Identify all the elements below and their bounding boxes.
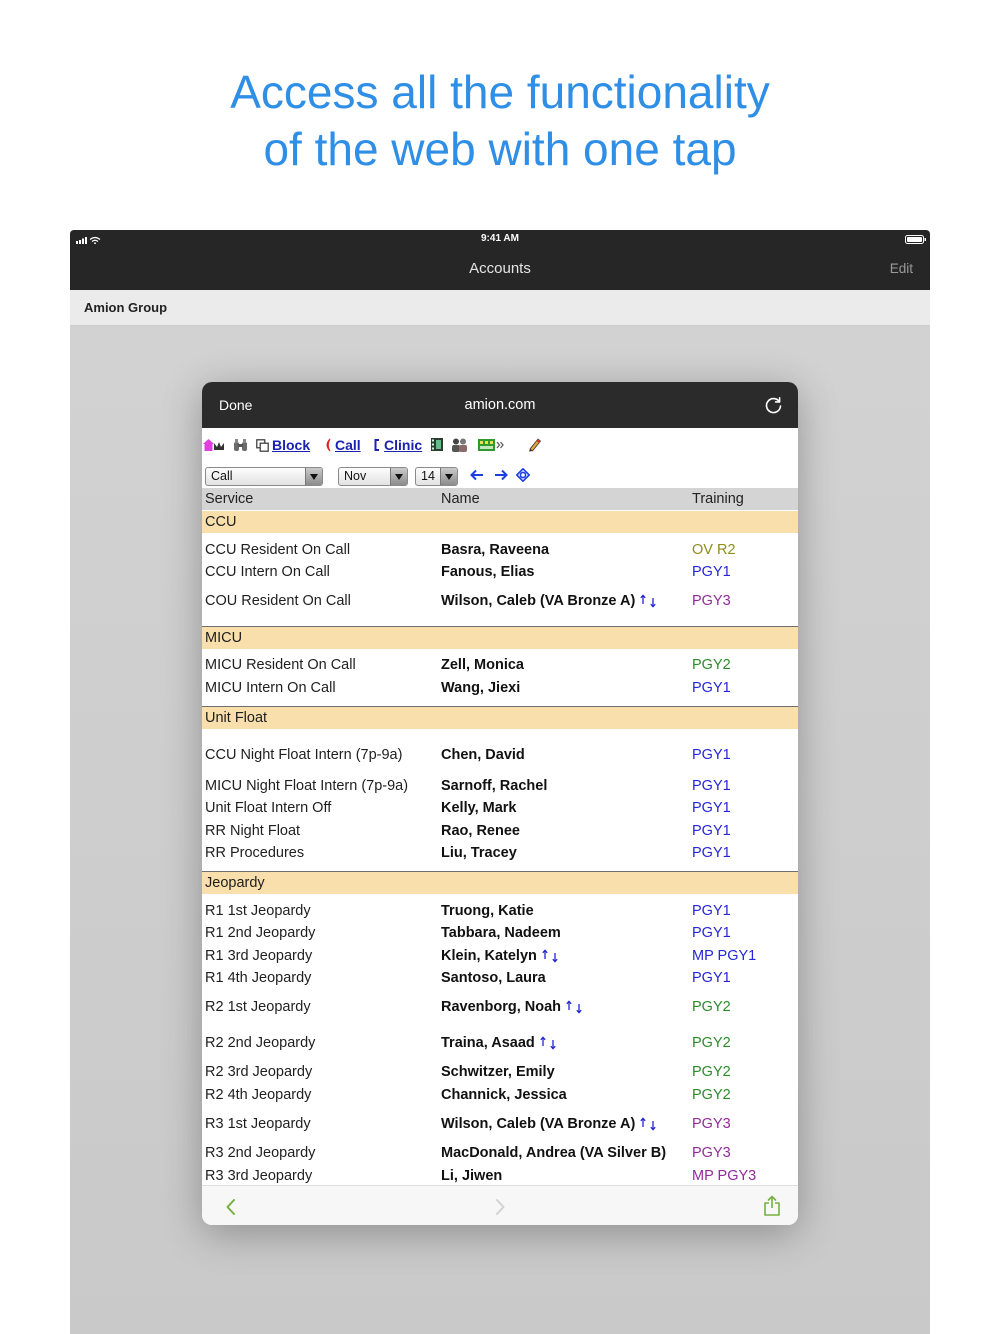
name-cell[interactable]: [441, 654, 524, 676]
status-bar: [70, 230, 930, 248]
call-link[interactable]: Call: [335, 437, 361, 453]
training-cell: PGY2: [692, 999, 731, 1015]
person-name[interactable]: Wang, Jiexi: [441, 680, 521, 696]
done-button[interactable]: Done: [219, 397, 253, 413]
people-icon[interactable]: [451, 438, 468, 452]
training-cell: PGY2: [692, 1087, 731, 1103]
share-icon[interactable]: [763, 1195, 781, 1216]
person-name[interactable]: Li, Jiwen: [441, 1168, 503, 1184]
name-cell[interactable]: [441, 590, 659, 612]
training-cell: PGY1: [692, 778, 731, 794]
name-cell[interactable]: [441, 922, 561, 944]
name-cell[interactable]: [441, 820, 520, 842]
service-cell: R2 4th Jeopardy: [205, 1087, 312, 1103]
service-cell: R1 2nd Jeopardy: [205, 925, 316, 941]
trade-arrows-icon[interactable]: [539, 1036, 559, 1050]
schedule-row: [202, 820, 798, 842]
service-cell: COU Resident On Call: [205, 593, 351, 609]
browser-bottom-toolbar: [202, 1185, 798, 1225]
schedule-row: [202, 1142, 798, 1164]
section-header-jeopardy: Jeopardy: [202, 872, 798, 894]
person-name[interactable]: Truong, Katie: [441, 903, 534, 919]
next-day-arrow-icon[interactable]: [494, 469, 508, 481]
section-header-ccu: CCU: [202, 511, 798, 533]
navigation-bar: [70, 248, 930, 290]
nav-title: Accounts: [469, 260, 531, 277]
training-cell: PGY1: [692, 823, 731, 839]
person-name[interactable]: Basra, Raveena: [441, 542, 550, 558]
schedule-row: [202, 677, 798, 699]
service-cell: R3 2nd Jeopardy: [205, 1145, 316, 1161]
training-cell: PGY1: [692, 845, 731, 861]
edit-button[interactable]: Edit: [889, 261, 913, 276]
clinic-link[interactable]: Clinic: [384, 437, 423, 453]
training-cell: PGY1: [692, 970, 731, 986]
name-cell[interactable]: [441, 539, 549, 561]
headline: [0, 64, 1000, 178]
schedule-row: [202, 561, 798, 583]
month-value: Nov: [344, 469, 367, 483]
browser-header: [202, 382, 798, 428]
binoculars-icon[interactable]: [233, 438, 248, 452]
chevron-down-icon: [390, 468, 407, 485]
name-cell[interactable]: [441, 967, 546, 989]
schedule-type-value: Call: [211, 469, 233, 483]
name-cell[interactable]: [441, 1032, 559, 1054]
day-value: 14: [421, 469, 435, 483]
forward-chevron-icon[interactable]: [494, 1198, 506, 1216]
trade-arrows-icon[interactable]: [541, 949, 561, 963]
training-cell: PGY2: [692, 1035, 731, 1051]
training-cell: PGY1: [692, 747, 731, 763]
name-cell[interactable]: [441, 996, 585, 1018]
web-browser-sheet: [202, 382, 798, 1225]
block-link[interactable]: Block: [272, 437, 311, 453]
schedule-row: [202, 900, 798, 922]
schedule-row: [202, 1165, 798, 1187]
schedule-row: [202, 539, 798, 561]
service-cell: CCU Resident On Call: [205, 542, 351, 558]
name-cell[interactable]: [441, 1165, 502, 1187]
chevron-down-icon: [305, 468, 322, 485]
name-cell[interactable]: [441, 1084, 567, 1106]
service-cell: CCU Intern On Call: [205, 564, 330, 580]
service-cell: R3 3rd Jeopardy: [205, 1168, 313, 1184]
trade-arrows-icon[interactable]: [639, 594, 659, 608]
training-cell: PGY1: [692, 680, 731, 696]
schedule-row: [202, 654, 798, 676]
schedule-row: [202, 1061, 798, 1083]
schedule-row: [202, 945, 798, 967]
schedule-row: [202, 922, 798, 944]
schedule-row: [202, 996, 798, 1018]
section-header-micu: MICU: [202, 627, 798, 649]
schedule-row: [202, 775, 798, 797]
chevron-down-icon: [440, 468, 457, 485]
training-cell: PGY1: [692, 800, 731, 816]
staff-icon[interactable]: [213, 441, 225, 451]
service-cell: MICU Intern On Call: [205, 680, 336, 696]
column-header-training[interactable]: Training: [692, 491, 744, 507]
person-name[interactable]: Liu, Tracey: [441, 845, 517, 861]
call-moon-icon[interactable]: [324, 438, 331, 452]
training-cell: MP PGY3: [692, 1168, 757, 1184]
service-cell: RR Night Float: [205, 823, 301, 839]
training-cell: PGY1: [692, 903, 731, 919]
section-header-unit-float: Unit Float: [202, 707, 798, 729]
person-name[interactable]: Channick, Jessica: [441, 1087, 567, 1103]
schedule-row: [202, 797, 798, 819]
schedule-row: [202, 1113, 798, 1135]
name-cell[interactable]: [441, 775, 547, 797]
back-chevron-icon[interactable]: [225, 1198, 237, 1216]
person-name[interactable]: Sarnoff, Rachel: [441, 778, 548, 794]
person-name[interactable]: Klein, Katelyn: [441, 948, 537, 964]
person-name[interactable]: MacDonald, Andrea (VA Silver B): [441, 1145, 667, 1161]
previous-day-arrow-icon[interactable]: [470, 469, 484, 481]
status-time: 9:41 AM: [481, 233, 519, 244]
service-cell: R2 2nd Jeopardy: [205, 1035, 316, 1051]
person-name[interactable]: Wilson, Caleb (VA Bronze A): [441, 593, 636, 609]
account-group-label: Amion Group: [84, 300, 168, 315]
training-cell: PGY3: [692, 1145, 731, 1161]
refresh-icon[interactable]: [763, 395, 784, 416]
grid-view-icon[interactable]: [478, 439, 495, 451]
person-name[interactable]: Zell, Monica: [441, 657, 524, 673]
person-name[interactable]: Chen, David: [441, 747, 525, 763]
copy-icon[interactable]: [256, 439, 269, 452]
name-cell[interactable]: [441, 842, 517, 864]
name-cell[interactable]: [441, 561, 534, 583]
person-name[interactable]: Tabbara, Nadeem: [441, 925, 561, 941]
training-cell: PGY3: [692, 593, 731, 609]
day-select[interactable]: [415, 467, 458, 486]
service-cell: Unit Float Intern Off: [205, 800, 332, 816]
month-select[interactable]: [338, 467, 408, 486]
site-toolbar: [202, 436, 798, 454]
person-name[interactable]: Wilson, Caleb (VA Bronze A): [441, 1116, 636, 1132]
person-name[interactable]: Schwitzer, Emily: [441, 1064, 555, 1080]
name-cell[interactable]: [441, 945, 561, 967]
service-cell: MICU Resident On Call: [205, 657, 356, 673]
name-cell[interactable]: [441, 677, 520, 699]
trade-arrows-icon[interactable]: [639, 1117, 659, 1131]
person-name[interactable]: Santoso, Laura: [441, 970, 546, 986]
service-cell: MICU Night Float Intern (7p-9a): [205, 778, 409, 794]
service-cell: R1 3rd Jeopardy: [205, 948, 313, 964]
training-cell: MP PGY1: [692, 948, 757, 964]
schedule-row: [202, 744, 798, 766]
battery-icon: [905, 235, 926, 244]
service-cell: R1 4th Jeopardy: [205, 970, 312, 986]
person-name[interactable]: Ravenborg, Noah: [441, 999, 562, 1015]
training-cell: PGY1: [692, 564, 731, 580]
clinic-bracket-icon[interactable]: [374, 439, 380, 451]
schedule-row: [202, 842, 798, 864]
training-cell: PGY3: [692, 1116, 731, 1132]
table-header: [202, 488, 798, 510]
schedule-row: [202, 590, 798, 612]
name-cell[interactable]: [441, 1113, 659, 1135]
service-cell: R2 1st Jeopardy: [205, 999, 311, 1015]
url-label: amion.com: [464, 397, 536, 413]
account-group-row[interactable]: [70, 290, 930, 326]
name-cell[interactable]: [441, 1061, 555, 1083]
schedule-row: [202, 967, 798, 989]
name-cell[interactable]: [441, 900, 534, 922]
person-name[interactable]: Kelly, Mark: [441, 800, 517, 816]
trade-arrows-icon[interactable]: [565, 1000, 585, 1014]
headline-line-1: Access all the functionality: [230, 66, 770, 118]
film-icon[interactable]: [431, 438, 443, 451]
headline-line-2: of the web with one tap: [263, 123, 737, 175]
service-cell: RR Procedures: [205, 845, 305, 861]
schedule-row: [202, 1084, 798, 1106]
training-cell: OV R2: [692, 542, 736, 558]
column-header-name[interactable]: Name: [441, 491, 480, 507]
training-cell: PGY2: [692, 657, 731, 673]
edit-pen-icon[interactable]: [527, 437, 542, 452]
person-name[interactable]: Rao, Renee: [441, 823, 520, 839]
name-cell[interactable]: [441, 1142, 666, 1164]
name-cell[interactable]: [441, 797, 517, 819]
more-chevrons-icon[interactable]: [496, 441, 504, 449]
service-cell: R2 3rd Jeopardy: [205, 1064, 313, 1080]
training-cell: PGY1: [692, 925, 731, 941]
schedule-type-select[interactable]: [205, 467, 323, 486]
training-cell: PGY2: [692, 1064, 731, 1080]
service-cell: R3 1st Jeopardy: [205, 1116, 311, 1132]
service-cell: CCU Night Float Intern (7p-9a): [205, 747, 403, 763]
person-name[interactable]: Fanous, Elias: [441, 564, 535, 580]
schedule-row: [202, 1032, 798, 1054]
service-cell: R1 1st Jeopardy: [205, 903, 311, 919]
person-name[interactable]: Traina, Asaad: [441, 1035, 535, 1051]
column-header-service[interactable]: Service: [205, 491, 254, 507]
today-target-icon[interactable]: [516, 468, 530, 482]
name-cell[interactable]: [441, 744, 525, 766]
